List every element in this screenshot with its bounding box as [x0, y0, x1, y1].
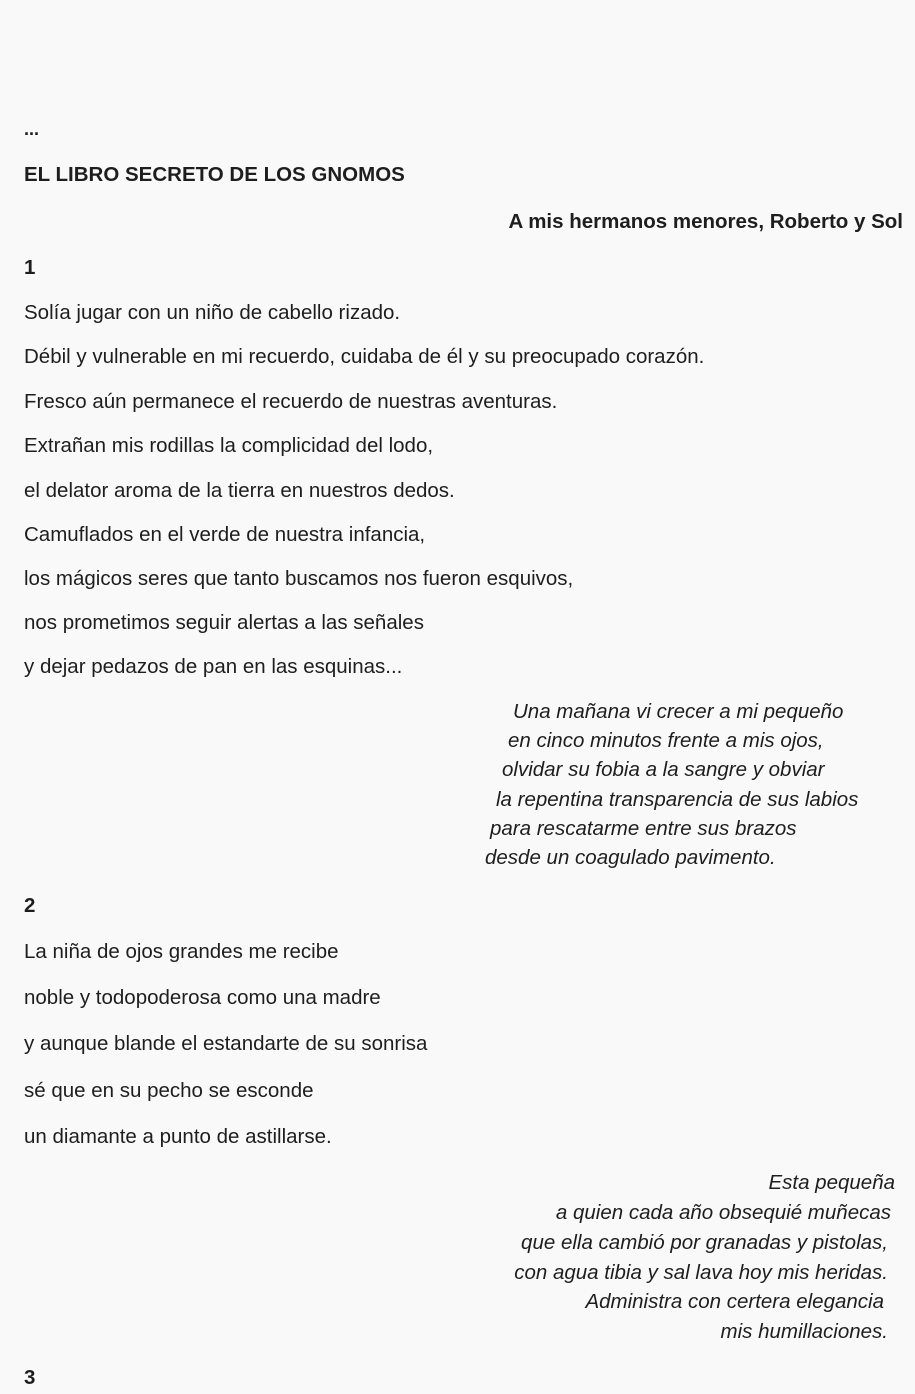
italic-poem-line: en cinco minutos frente a mis ojos,	[508, 729, 824, 752]
document-title: EL LIBRO SECRETO DE LOS GNOMOS	[24, 163, 405, 186]
italic-poem-line: mis humillaciones.	[720, 1320, 888, 1343]
poem-line: Camuflados en el verde de nuestra infancia,	[24, 523, 426, 546]
poem-line: Débil y vulnerable en mi recuerdo, cuidaba de él y su preocupado corazón.	[24, 345, 705, 368]
italic-poem-line: Esta pequeña	[768, 1171, 895, 1194]
poem-line: y dejar pedazos de pan en las esquinas...	[24, 655, 403, 678]
poem-line: La niña de ojos grandes me recibe	[24, 940, 339, 963]
poem-line: los mágicos seres que tanto buscamos nos fueron esquivos,	[24, 567, 574, 590]
poem-line: noble y todopoderosa como una madre	[24, 986, 381, 1009]
poem-line: nos prometimos seguir alertas a las señales	[24, 611, 424, 634]
poem-line: Solía jugar con un niño de cabello rizado.	[24, 301, 401, 324]
poem-line: Fresco aún permanece el recuerdo de nuestras aventuras.	[24, 390, 558, 413]
italic-poem-line: olvidar su fobia a la sangre y obviar	[502, 758, 825, 781]
italic-poem-line: la repentina transparencia de sus labios	[496, 788, 859, 811]
poem-line: Extrañan mis rodillas la complicidad del lodo,	[24, 434, 434, 457]
ellipsis-marker: ...	[24, 119, 40, 139]
italic-poem-line: desde un coagulado pavimento.	[485, 846, 776, 869]
poem-line: un diamante a punto de astillarse.	[24, 1125, 332, 1148]
italic-poem-line: a quien cada año obsequié muñecas	[555, 1201, 891, 1224]
italic-poem-line: para rescatarme entre sus brazos	[490, 817, 797, 840]
italic-poem-line: que ella cambió por granadas y pistolas,	[521, 1231, 888, 1254]
italic-poem-line: Administra con certera elegancia	[585, 1290, 884, 1313]
section-number-2: 2	[24, 894, 36, 917]
poem-line: y aunque blande el estandarte de su sonrisa	[24, 1032, 428, 1055]
italic-poem-line: con agua tibia y sal lava hoy mis heridas.	[514, 1261, 888, 1284]
italic-poem-line: Una mañana vi crecer a mi pequeño	[513, 700, 844, 723]
section-number-3: 3	[24, 1366, 36, 1389]
poem-line: sé que en su pecho se esconde	[24, 1079, 314, 1102]
dedication: A mis hermanos menores, Roberto y Sol	[508, 210, 903, 233]
poem-line: el delator aroma de la tierra en nuestros dedos.	[24, 479, 455, 502]
section-number-1: 1	[24, 256, 36, 279]
